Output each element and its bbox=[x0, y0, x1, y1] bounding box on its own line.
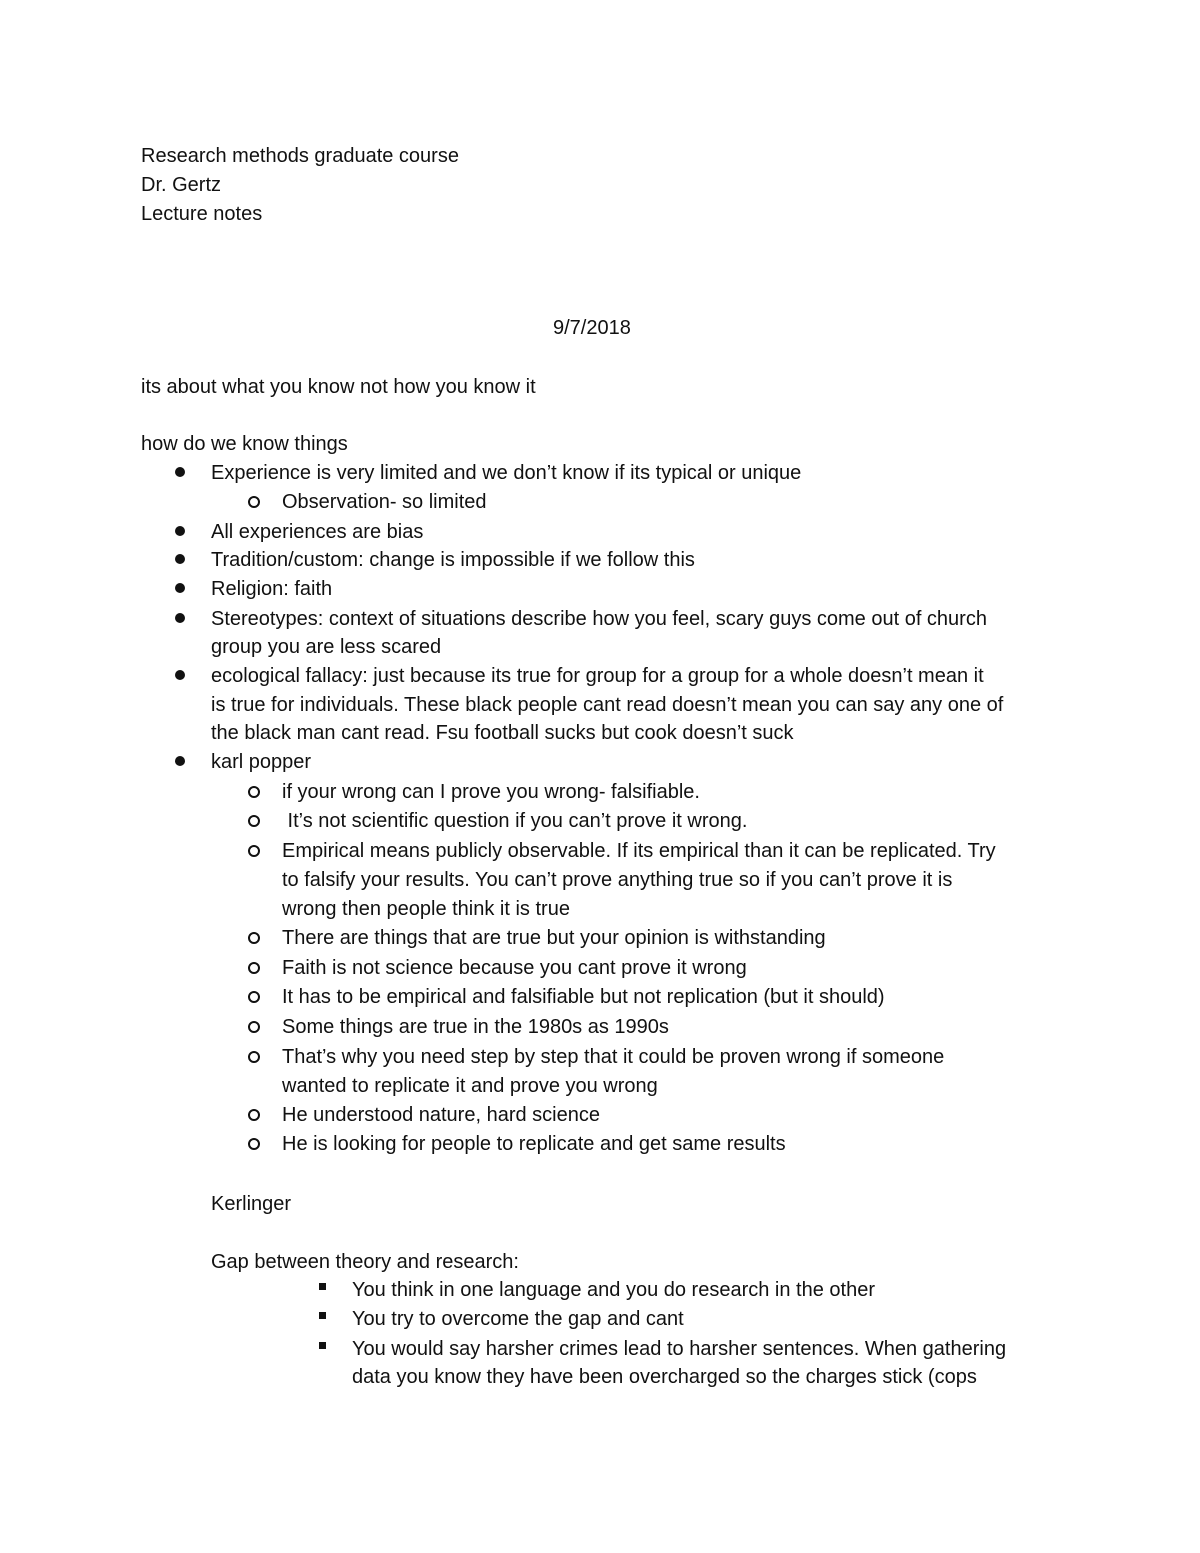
how-heading: how do we know things bbox=[141, 433, 348, 455]
popper-point: That’s why you need step by step that it could be proven wrong if someone bbox=[282, 1046, 945, 1068]
bullet-ecological-cont2: the black man cant read. Fsu football sucks but cook doesn’t suck bbox=[211, 722, 794, 744]
bullet-ecological-cont1: is true for individuals. These black people cant read doesn’t mean you can say any one of bbox=[211, 694, 1004, 716]
popper-point-cont: to falsify your results. You can’t prove anything true so if you can’t prove it is bbox=[282, 869, 953, 891]
bullet-dot bbox=[175, 613, 185, 623]
sub-bullet-circle bbox=[248, 496, 260, 508]
popper-point: It’s not scientific question if you can’t prove it wrong. bbox=[282, 810, 748, 832]
sub-bullet-circle bbox=[248, 962, 260, 974]
gap-point-cont: data you know they have been overcharged so the charges stick (cops bbox=[352, 1366, 977, 1388]
bullet-karl-popper: karl popper bbox=[211, 751, 312, 773]
kerlinger-heading: Kerlinger bbox=[211, 1193, 292, 1215]
course-title: Research methods graduate course bbox=[141, 145, 459, 167]
bullet-ecological: ecological fallacy: just because its true for group for a group for a whole doesn’t mean it bbox=[211, 665, 984, 687]
bullet-experience: Experience is very limited and we don’t know if its typical or unique bbox=[211, 462, 802, 484]
bullet-tradition: Tradition/custom: change is impossible if we follow this bbox=[211, 549, 695, 571]
sub-bullet-circle bbox=[248, 1021, 260, 1033]
intro-line: its about what you know not how you know it bbox=[141, 376, 536, 398]
square-bullet bbox=[319, 1342, 326, 1349]
sub-bullet-circle bbox=[248, 1051, 260, 1063]
sub-bullet-circle bbox=[248, 932, 260, 944]
gap-heading: Gap between theory and research: bbox=[211, 1251, 519, 1273]
bullet-experiences-bias: All experiences are bias bbox=[211, 521, 424, 543]
sub-bullet-circle bbox=[248, 991, 260, 1003]
sub-bullet-circle bbox=[248, 845, 260, 857]
sub-bullet-circle bbox=[248, 786, 260, 798]
bullet-dot bbox=[175, 583, 185, 593]
bullet-dot bbox=[175, 554, 185, 564]
square-bullet bbox=[319, 1283, 326, 1290]
instructor-name: Dr. Gertz bbox=[141, 174, 222, 196]
gap-point: You think in one language and you do research in the other bbox=[352, 1279, 875, 1301]
bullet-dot bbox=[175, 756, 185, 766]
popper-point: Some things are true in the 1980s as 1990s bbox=[282, 1016, 669, 1038]
sub-bullet-circle bbox=[248, 1109, 260, 1121]
popper-point-cont: wanted to replicate it and prove you wrong bbox=[282, 1075, 658, 1097]
bullet-stereotypes-cont: group you are less scared bbox=[211, 636, 442, 658]
bullet-dot bbox=[175, 670, 185, 680]
bullet-dot bbox=[175, 467, 185, 477]
gap-point: You would say harsher crimes lead to harsher sentences. When gathering bbox=[352, 1338, 1007, 1360]
doc-type: Lecture notes bbox=[141, 203, 263, 225]
bullet-dot bbox=[175, 526, 185, 536]
popper-point: It has to be empirical and falsifiable but not replication (but it should) bbox=[282, 986, 885, 1008]
square-bullet bbox=[319, 1312, 326, 1319]
sub-bullet-circle bbox=[248, 1138, 260, 1150]
popper-point: if your wrong can I prove you wrong- falsifiable. bbox=[282, 781, 700, 803]
popper-point: He is looking for people to replicate and get same results bbox=[282, 1133, 786, 1155]
popper-point: Faith is not science because you cant prove it wrong bbox=[282, 957, 747, 979]
popper-point: There are things that are true but your opinion is withstanding bbox=[282, 927, 826, 949]
popper-point-cont: wrong then people think it is true bbox=[282, 898, 570, 920]
popper-point: He understood nature, hard science bbox=[282, 1104, 600, 1126]
lecture-date: 9/7/2018 bbox=[553, 317, 631, 339]
sub-bullet-circle bbox=[248, 815, 260, 827]
sub-bullet-observation: Observation- so limited bbox=[282, 491, 487, 513]
bullet-stereotypes: Stereotypes: context of situations describe how you feel, scary guys come out of church bbox=[211, 608, 987, 630]
gap-point: You try to overcome the gap and cant bbox=[352, 1308, 684, 1330]
popper-point: Empirical means publicly observable. If its empirical than it can be replicated. Try bbox=[282, 840, 996, 862]
bullet-religion: Religion: faith bbox=[211, 578, 333, 600]
